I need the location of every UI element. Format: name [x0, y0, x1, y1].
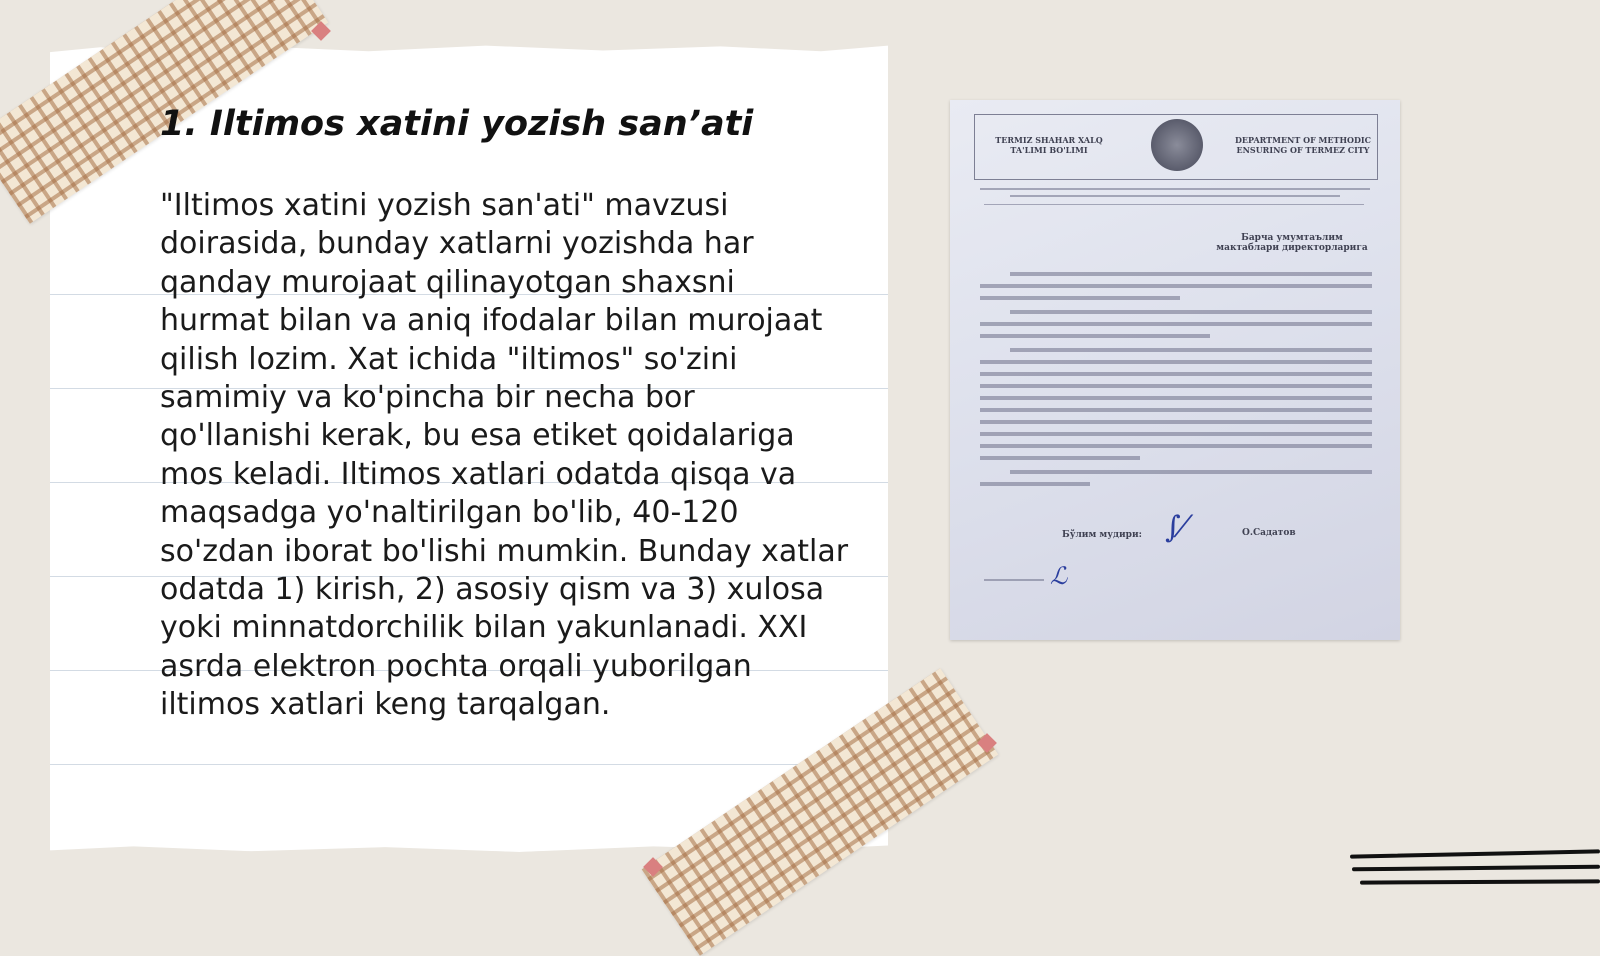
letter-text-line [980, 284, 1372, 288]
letter-text-line [980, 482, 1090, 486]
emblem-icon [1151, 119, 1203, 171]
letter-header-right: DEPARTMENT OF METHODIC ENSURING OF TERMEZ CITY [1234, 135, 1372, 155]
letter-rule [980, 188, 1370, 190]
slide-body-text: "Iltimos xatini yozish san'ati" mavzusi doirasida, bunday xatlarni yozishda har qanday murojaat qilinayotgan shaxsni hurmat bilan va aniq ifodalar bilan murojaat qilish lozim. Xat ichida "iltimos" so'zini samimiy va ko'pincha bir necha bor qo'llanishi kerak, bu esa etiket qoidalariga mos keladi. Iltimos xatlari odatda qisqa va maqsadga yo'naltirilgan bo'lib, 40-120 so'zdan iborat bo'lishi mumkin. Bunday xatlar odatda 1) kirish, 2) asosiy qism va 3) xulosa yoki minnatdorchilik bilan yakunlanadi. XXI asrda elektron pochta orqali yuborilgan iltimos xatlari keng tarqalgan. [160, 188, 849, 723]
letter-text-line [980, 444, 1372, 448]
letter-header [974, 114, 1378, 180]
letter-text-line [1010, 348, 1372, 352]
signature: ∫⁄ [1165, 510, 1186, 545]
letter-text-line [984, 579, 1044, 581]
letter-text-line [980, 334, 1210, 338]
letter-text-line [980, 360, 1372, 364]
slide-title: 1. Iltimos xatini yozish san’ati [160, 104, 754, 144]
letter-addressee: Барча умумтаълим мактаблари директорларига [1216, 233, 1368, 253]
decorative-stroke [1352, 865, 1600, 872]
letter-text-line [1010, 272, 1372, 276]
letter-text-line [980, 322, 1372, 326]
letter-text-line [980, 384, 1372, 388]
decorative-stroke [1350, 849, 1600, 858]
letter-signer-name: О.Садатов [1242, 528, 1296, 538]
letter-text-line [980, 372, 1372, 376]
letter-text-line [980, 432, 1372, 436]
letter-text-line [980, 456, 1140, 460]
letter-text-line [980, 296, 1180, 300]
letter-rule [1010, 195, 1340, 197]
letter-rule [984, 204, 1364, 205]
letter-text-line [1010, 310, 1372, 314]
letter-text-line [980, 420, 1372, 424]
letter-text-line [1010, 470, 1372, 474]
decorative-stroke [1360, 879, 1600, 884]
letter-text-line [980, 396, 1372, 400]
letter-photo [950, 100, 1400, 640]
letter-text-line [980, 408, 1372, 412]
letter-signer-title: Бўлим мудири: [1062, 530, 1142, 540]
letter-header-left: TERMIZ SHAHAR XALQ TA'LIMI BO'LIMI [995, 135, 1103, 155]
ruled-line [50, 764, 888, 765]
initials-signature: ℒ [1050, 562, 1068, 590]
